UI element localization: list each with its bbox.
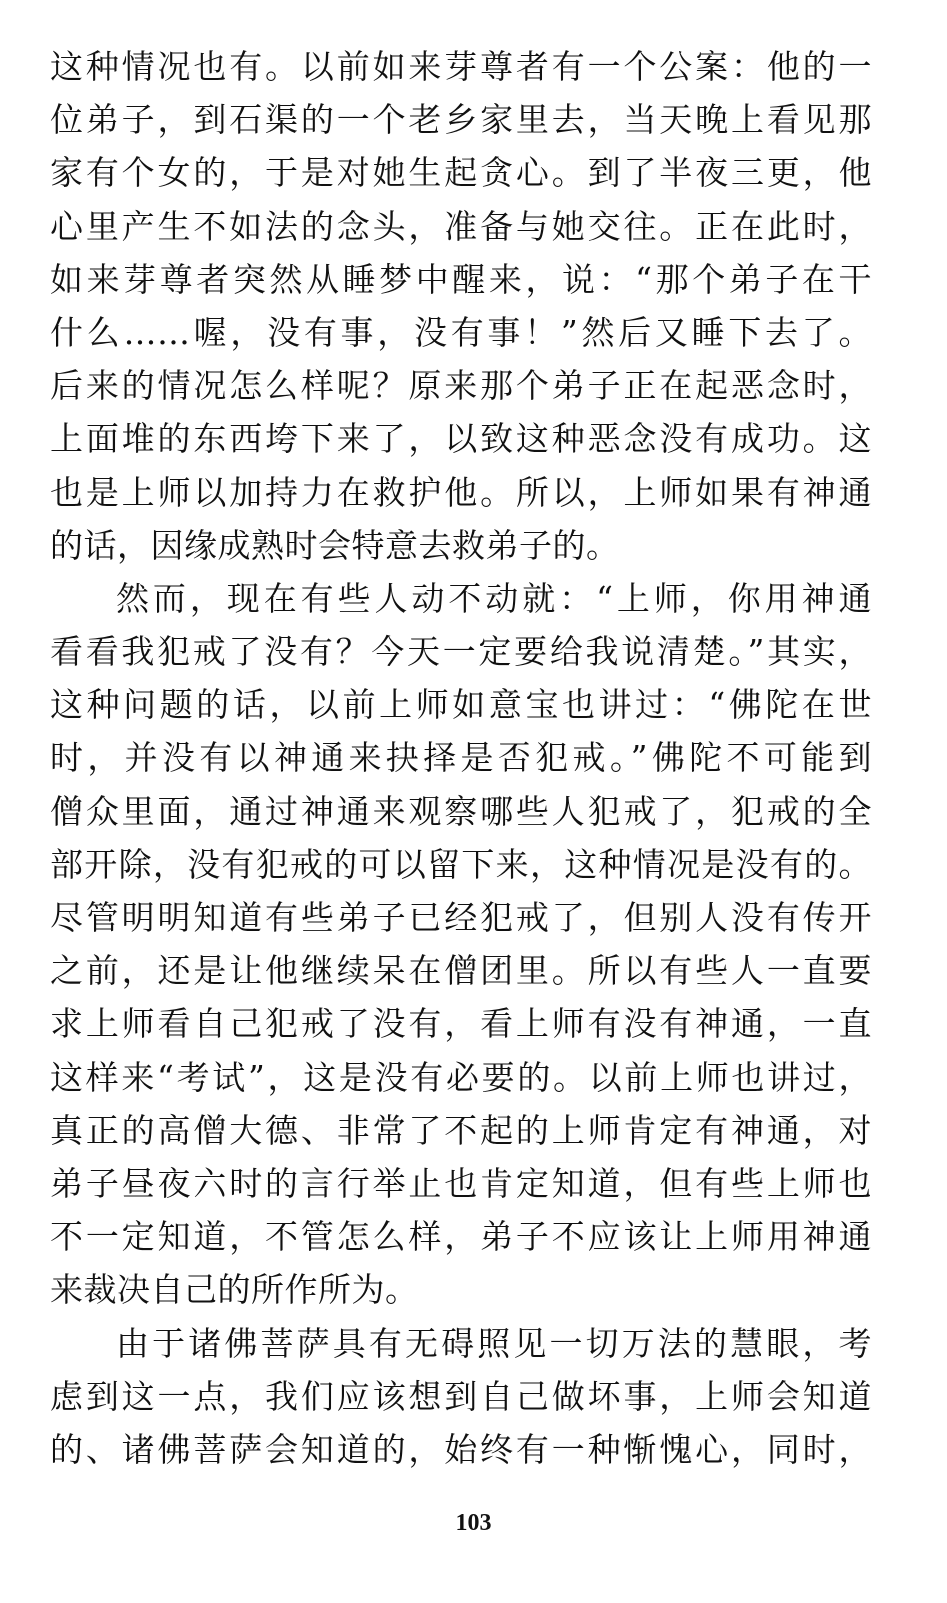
page-number: 103 — [455, 1510, 492, 1536]
text-line: 真正的高僧大德、非常了不起的上师肯定有神通，对 — [50, 1110, 872, 1150]
text-line: 虑到这一点，我们应该想到自己做坏事，上师会知道 — [50, 1376, 872, 1416]
text-line: 什么……喔，没有事，没有事！”然后又睡下去了。 — [50, 312, 872, 352]
body-text — [50, 40, 872, 1476]
text-line: 上面堆的东西垮下来了，以致这种恶念没有成功。这 — [50, 419, 872, 459]
text-line: 如来芽尊者突然从睡梦中醒来，说：“那个弟子在干 — [50, 259, 872, 299]
text-line: 不一定知道，不管怎么样，弟子不应该让上师用神通 — [50, 1217, 872, 1257]
text-line: 尽管明明知道有些弟子已经犯戒了，但别人没有传开 — [50, 898, 872, 937]
text-line: 弟子昼夜六时的言行举止也肯定知道，但有些上师也 — [50, 1163, 872, 1203]
text-line: 这种情况也有。以前如来芽尊者有一个公案：他的一 — [50, 47, 872, 86]
text-line: 僧众里面，通过神通来观察哪些人犯戒了，犯戒的全 — [50, 791, 872, 831]
text-line: 然而，现在有些人动不动就：“上师，你用神通 — [116, 578, 872, 618]
text-line: 后来的情况怎么样呢？原来那个弟子正在起恶念时， — [50, 366, 872, 406]
text-line: 心里产生不如法的念头，准备与她交往。正在此时， — [50, 206, 872, 246]
text-line: 来裁决自己的所作所为。 — [50, 1270, 419, 1310]
text-line: 看看我犯戒了没有？今天一定要给我说清楚。”其实， — [50, 632, 872, 672]
text-line: 位弟子，到石渠的一个老乡家里去，当天晚上看见那 — [50, 100, 872, 140]
text-line: 时，并没有以神通来抉择是否犯戒。”佛陀不可能到 — [50, 738, 872, 778]
text-line: 部开除，没有犯戒的可以留下来，这种情况是没有的。 — [50, 844, 872, 884]
text-line: 求上师看自己犯戒了没有，看上师有没有神通，一直 — [50, 1004, 872, 1044]
text-line: 这种问题的话，以前上师如意宝也讲过：“佛陀在世 — [50, 685, 872, 725]
text-line: 也是上师以加持力在救护他。所以，上师如果有神通 — [50, 472, 872, 512]
text-line: 之前，还是让他继续呆在僧团里。所以有些人一直要 — [50, 951, 872, 991]
text-line: 这样来“考试”，这是没有必要的。以前上师也讲过， — [50, 1057, 872, 1097]
text-line: 的、诸佛菩萨会知道的，始终有一种惭愧心，同时， — [50, 1429, 872, 1469]
text-line: 家有个女的，于是对她生起贪心。到了半夜三更，他 — [50, 153, 872, 193]
text-line: 的话，因缘成熟时会特意去救弟子的。 — [50, 525, 620, 565]
text-line: 由于诸佛菩萨具有无碍照见一切万法的慧眼，考 — [116, 1323, 872, 1363]
